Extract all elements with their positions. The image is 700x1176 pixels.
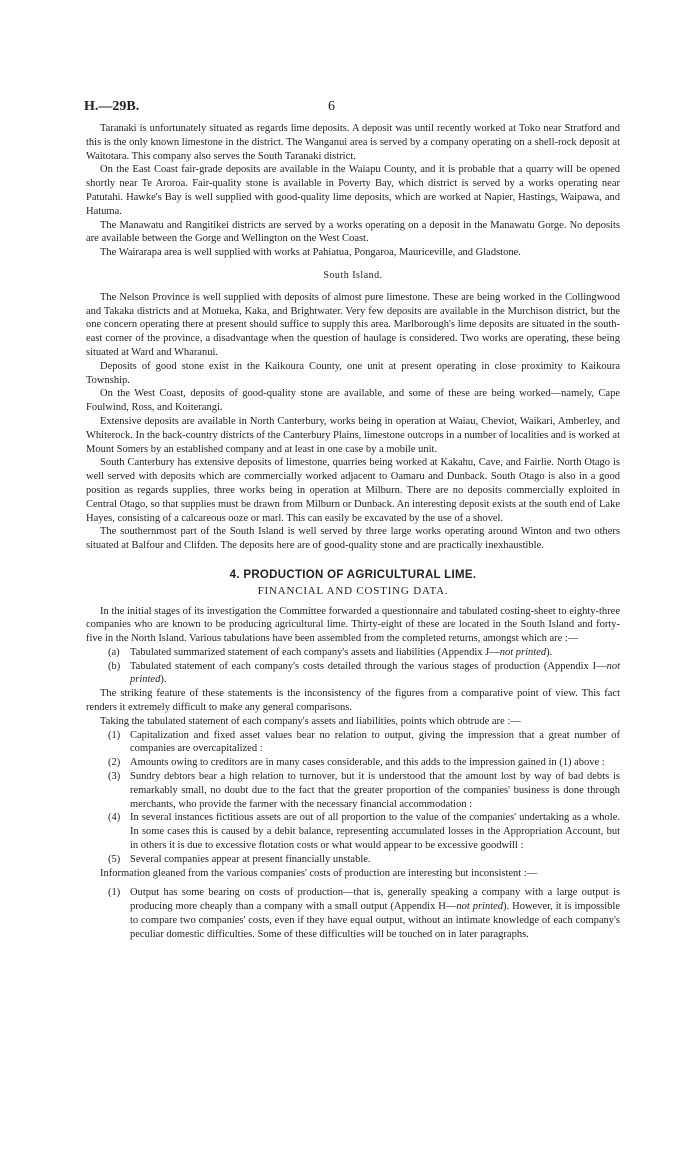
paragraph-taranaki: Taranaki is unfortunately situated as regards lime deposits. A deposit was until recently worked at Toko near Stratford and this is the only known limestone in the district. The Wanganui area is served by a company operating on a shell-rock deposit at Waitotara. This company also serves the South Taranaki district. — [86, 123, 620, 162]
item-marker: (a) — [108, 646, 120, 658]
item-text: Sundry debtors bear a high relation to turnover, but it is understood that the amount lost by way of bad debts is remarkably small, no doubt due to the fact that the greater proportion of the companies' business is done through merchants, who provide the farmer with the necessary financial accommodation : — [130, 771, 620, 810]
paragraph-southland: The southernmost part of the South Island is well served by three large works operating around Winton and two others situated at Balfour and Clifden. The deposits here are of good-quality stone and are practically inexhaustible. — [86, 526, 620, 552]
item-text: Tabulated summarized statement of each company's assets and liabilities (Appendix J—not printed). — [130, 646, 553, 658]
page-number: 6 — [328, 99, 335, 114]
point-item — [108, 853, 620, 867]
point-item — [108, 729, 620, 757]
item-marker: (5) — [108, 853, 121, 865]
section-title: 4. PRODUCTION OF AGRICULTURAL LIME. — [229, 568, 477, 581]
item-marker: (4) — [108, 812, 121, 824]
paragraph-east-coast: On the East Coast fair-grade deposits are available in the Waiapu County, and it is probable that a quarry will be opened shortly near Te Aroroa. Fair-quality stone is available in Poverty Bay, which district is served by a works operating near Patutahi. Hawke's Bay is well supplied with good-quality lime deposits, which are worked at Napier, Hastings, Waipawa, and Hatuma. — [86, 164, 620, 217]
section-subtitle: FINANCIAL AND COSTING DATA. — [257, 584, 449, 597]
item-marker: (b) — [108, 660, 121, 672]
item-marker: (1) — [108, 729, 121, 741]
item-marker: (3) — [108, 771, 121, 783]
paragraph-striking: The striking feature of these statements is the inconsistency of the figures from a comparative point of view. This fact renders it extremely difficult to make any general comparisons. — [86, 688, 620, 714]
page-header — [86, 100, 620, 122]
item-text: Output has some bearing on costs of production—that is, generally speaking a company with a large output is producing more cheaply than a company with a small output (Appendix H—not printed). However, it is impossible to compare two companies' costs, even if they have equal output, without an intimate knowledge of each company's peculiar domestic difficulties. Some of these difficulties will be touched on in later paragraphs. — [130, 887, 620, 940]
south-island-section — [86, 291, 620, 553]
tabulation-item — [108, 646, 620, 660]
paragraph-west-coast: On the West Coast, deposits of good-quality stone are available, and some of these are being worked—namely, Cape Foulwind, Ross, and Koiterangi. — [86, 388, 620, 414]
paragraph-intro: In the initial stages of its investigation the Committee forwarded a questionnaire and tabulated costing-sheet to eighty-three companies who are known to be producing agricultural lime. Thirty-eight of these are located in the South Island and forty-five in the North Island. Various tabulations have been assembled from the completed returns, amongst which are :— — [86, 605, 620, 645]
document-reference: H.—29B. — [84, 99, 140, 114]
item-text: Tabulated statement of each company's costs detailed through the various stages of production (Appendix I—not printed). — [130, 660, 620, 686]
item-text: In several instances fictitious assets are out of all proportion to the value of the companies' undertaking as a whole. In some cases this is caused by a debit balance, representing accumulated losses in the Appropriation Account, but in others it is due to excessive flotation costs or what would appear to be excessive goodwill : — [130, 812, 620, 852]
item-marker: (2) — [108, 757, 121, 769]
paragraph-manawatu: The Manawatu and Rangitikei districts are served by a works operating on a deposit in the Manawatu Gorge. No deposits are available between the Gorge and Wellington on the West Coast. — [86, 219, 620, 245]
point-item — [108, 811, 620, 852]
not-printed-note: not printed — [499, 646, 547, 658]
output-point-item — [108, 886, 620, 941]
point-item — [108, 770, 620, 811]
item-text: Amounts owing to creditors are in many cases considerable, and this adds to the impression gained in (1) above : — [130, 757, 605, 769]
item-marker: (1) — [108, 887, 121, 899]
paragraph-information: Information gleaned from the various companies' costs of production are interesting but inconsistent :— — [100, 867, 538, 879]
not-printed-note: not printed — [130, 660, 620, 686]
item-text: Capitalization and fixed asset values bear no relation to output, giving the impression that a great number of companies are overcapitalized : — [130, 729, 620, 755]
paragraph-taking: Taking the tabulated statement of each company's assets and liabilities, points which obtrude are :— — [100, 715, 521, 727]
paragraph-nelson: The Nelson Province is well supplied with deposits of almost pure limestone. These are being worked in the Collingwood and Takaka districts and at Motueka, Kaka, and Brightwater. Very few deposits are available in the Murchison district, but the one concern operating there at present should suffice to supply this area. Marlborough's lime deposits are situated in the south-east corner of the province, a disadvantage when the question of haulage is considered. Two works are operating, these being situated at Ward and Wharanui. — [86, 291, 620, 358]
tabulation-item — [108, 660, 620, 688]
item-text: Several companies appear at present financially unstable. — [130, 853, 371, 865]
not-printed-note: not printed — [456, 901, 504, 913]
paragraph-wairarapa: The Wairarapa area is well supplied with works at Pahiatua, Pongaroa, Mauriceville, and Gladstone. — [100, 247, 521, 259]
south-island-heading: South Island. — [323, 269, 383, 281]
paragraph-south-canterbury: South Canterbury has extensive deposits of limestone, quarries being worked at Kakahu, Cave, and Fairlie. North Otago is well served with deposits which are commercially worked adjacent to Oamaru and Dunback. South Otago is also in a good position as regards supplies, three works being in operation at Milburn. There are no deposits commercially exploited in Central Otago, so that supplies must be drawn from Milburn or Dunback. An interesting deposit exists at the south end of Lake Hayes, consisting of a calcareous ooze or marl. This can easily be excavated by the use of a shovel. — [86, 457, 620, 524]
paragraph-kaikoura: Deposits of good stone exist in the Kaikoura County, one unit at present operating in close proximity to Kaikoura Township. — [86, 360, 620, 386]
north-island-section — [86, 122, 620, 260]
point-item — [108, 756, 620, 770]
paragraph-north-canterbury: Extensive deposits are available in North Canterbury, works being in operation at Waiau, Cheviot, Waikari, Amberley, and Whiterock. In the back-country districts of the Canterbury Plains, limestone outcrops in a number of localities and is worked at Mount Somers by an established company and at least in one case by a mobile unit. — [86, 415, 620, 455]
